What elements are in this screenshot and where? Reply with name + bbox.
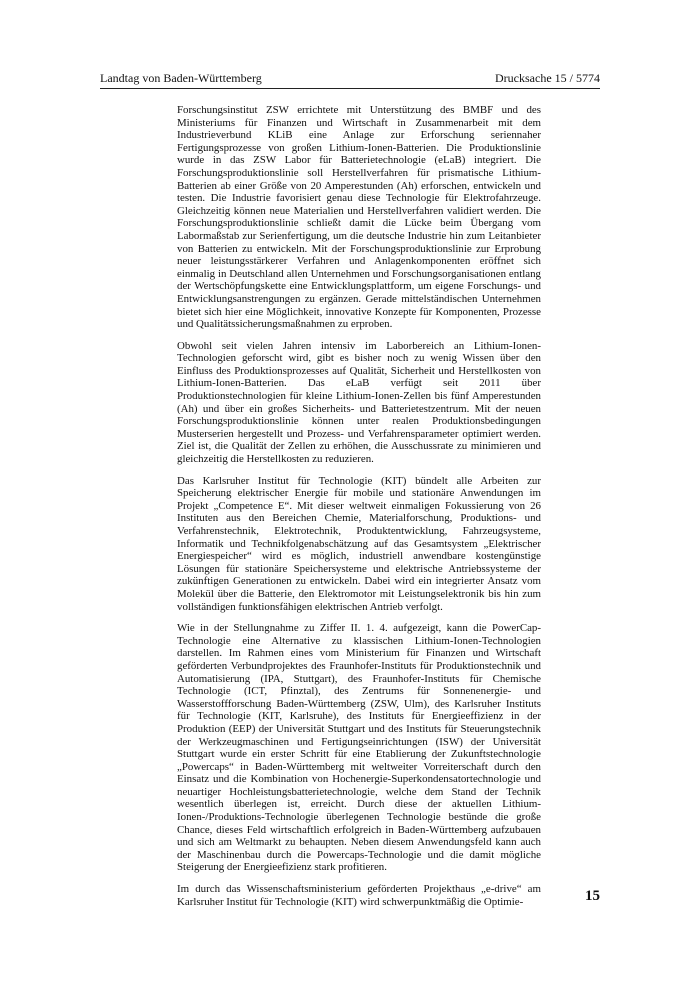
paragraph-3: Das Karlsruher Institut für Technologie (KIT) bündelt alle Arbeiten zur Speicherung elektrischer Energie für mobile und stationäre Anwendungen im Projekt „Competence E“. Mit dieser weltweit einmaligen Fokussierung von 26 Instituten aus den Bereichen Chemie, Materialforschung, Produktions- und Verfahrenstechnik, Elektrotechnik, Produktentwicklung, Fahrzeugsysteme, Informatik und Technikfolgenabschätzung auf das Gesamtsystem „Elektrischer Energiespeicher“ wird es möglich, industriell anwendbare kostengünstige Lösungen für stationäre Speichersysteme und elektrische Antriebssysteme der zukünftigen Generationen zu entwickeln. Dabei wird ein integrierter Ansatz vom Molekül über die Batterie, den Elektromotor mit Leistungselektronik bis hin zum vollständigen funktionsfähigen elektrischen Antrieb verfolgt. <box>177 474 541 613</box>
paragraph-4: Wie in der Stellungnahme zu Ziffer II. 1. 4. aufgezeigt, kann die PowerCap-Technologie eine Alternative zu klassischen Lithium-Ionen-Technologien darstellen. Im Rahmen eines vom Ministerium für Finanzen und Wirtschaft geförderten Verbundprojektes des Fraunhofer-Instituts für Produktionstechnik und Automatisierung (IPA, Stuttgart), des Fraunhofer-Instituts für Chemische Technologie (ICT, Pfinztal), des Zentrums für Sonnenenergie- und Wasserstoffforschung Baden-Württemberg (ZSW, Ulm), des Karlsruher Instituts für Technologie (KIT, Karlsruhe), des Instituts für Energieeffizienz in der Produktion (EEP) der Universität Stuttgart und des Instituts für Steuerungstechnik der Werkzeugmaschinen und Fertigungseinrichtungen (ISW) der Universität Stuttgart wurde ein erster Schritt für eine Etablierung der Zukunftstechnologie „Powercaps“ in Baden-Württemberg mit weltweiter Vorreiterschaft durch den Einsatz und die Kombination von Hochenergie-Superkondensatortechnologie und neuartiger Hochleistungsbatterietechnologie, welche dem Stand der Technik wesentlich überlegen ist, erreicht. Durch diese der aktuellen Lithium-Ionen-/Produktions-Technologie überlegenen Technologie bestünde die große Chance, dieses Feld wirtschaftlich erfolgreich in Baden-Württemberg aufzubauen und sich am Weltmarkt zu behaupten. Neben diesem Anwendungsfeld kann auch der Maschinenbau durch die Powercaps-Technologie und die damit mögliche Steigerung der Energieefizienz stark profitieren. <box>177 622 541 874</box>
header-rule <box>100 88 600 89</box>
paragraph-5: Im durch das Wissenschaftsministerium geförderten Projekthaus „e-drive“ am Karlsruher Institut für Technologie (KIT) wird schwerpunktmäßig die Optimie- <box>177 883 541 908</box>
running-header <box>100 70 600 86</box>
paragraph-2: Obwohl seit vielen Jahren intensiv im Laborbereich an Lithium-Ionen-Technologien geforscht wird, gibt es bisher noch zu wenig Wissen über den Einfluss des Produktionsprozesses auf Qualität, Sicherheit und Herstellkosten von Lithium-Ionen-Batterien. Das eLaB verfügt seit 2011 über Produktionstechnologien für kleine Lithium-Ionen-Zellen bis fünf Amperestunden (Ah) und über ein großes Sicherheits- und Batterietestzentrum. Mit der neuen Forschungsproduktionslinie können unter realen Produktionsbedingungen Musterserien hergestellt und Prozess- und Verfahrensparameter optimiert werden. Ziel ist, die Qualität der Zellen zu erhöhen, die Ausschussrate zu minimieren und gleichzeitig die Herstellkosten zu reduzieren. <box>177 339 541 466</box>
header-document-number: Drucksache 15 / 5774 <box>495 71 600 85</box>
body-text <box>177 104 541 917</box>
paragraph-1: Forschungsinstitut ZSW errichtete mit Unterstützung des BMBF und des Ministeriums für Finanzen und Wirtschaft in Zusammenarbeit mit dem Industrieverbund KLiB eine Anlage zur Erforschung seriennaher Fertigungsprozesse von großen Lithium-Ionen-Batterien. Die Produktionslinie wurde in das ZSW Labor für Batterietechnologie (eLaB) integriert. Die Forschungsproduktionslinie soll Herstellverfahren für prismatische Lithium-Batterien ab einer Größe von 20 Amperestunden (Ah) erforschen, entwickeln und testen. Die Industrie favorisiert genau diese Technologie für Elektrofahrzeuge. Gleichzeitig können neue Materialien und Herstellverfahren validiert werden. Die Forschungsproduktionslinie schließt damit die Lücke beim Übergang vom Labormaßstab zur Serienfertigung, um die deutsche Industrie hin zum Leitanbieter von Batterien zu entwickeln. Mit der Forschungsproduktionslinie zur Erprobung neuer leistungsstärkerer Verfahren und Anlagenkomponenten eröffnet sich einmalig in Deutschland allen Unternehmen und Forschungsorganisationen entlang der Wertschöpfungskette eine Entwicklungsplattform, um eigene Forschungs- und Entwicklungsanstrengungen zu ergänzen. Gerade mittelständischen Unternehmen bietet sich hier eine Möglichkeit, innovative Konzepte für Komponenten, Prozesse und Qualitätssicherungsmaßnahmen zu erproben. <box>177 104 541 331</box>
page-number: 15 <box>585 888 600 904</box>
header-parliament: Landtag von Baden-Württemberg <box>100 71 262 85</box>
